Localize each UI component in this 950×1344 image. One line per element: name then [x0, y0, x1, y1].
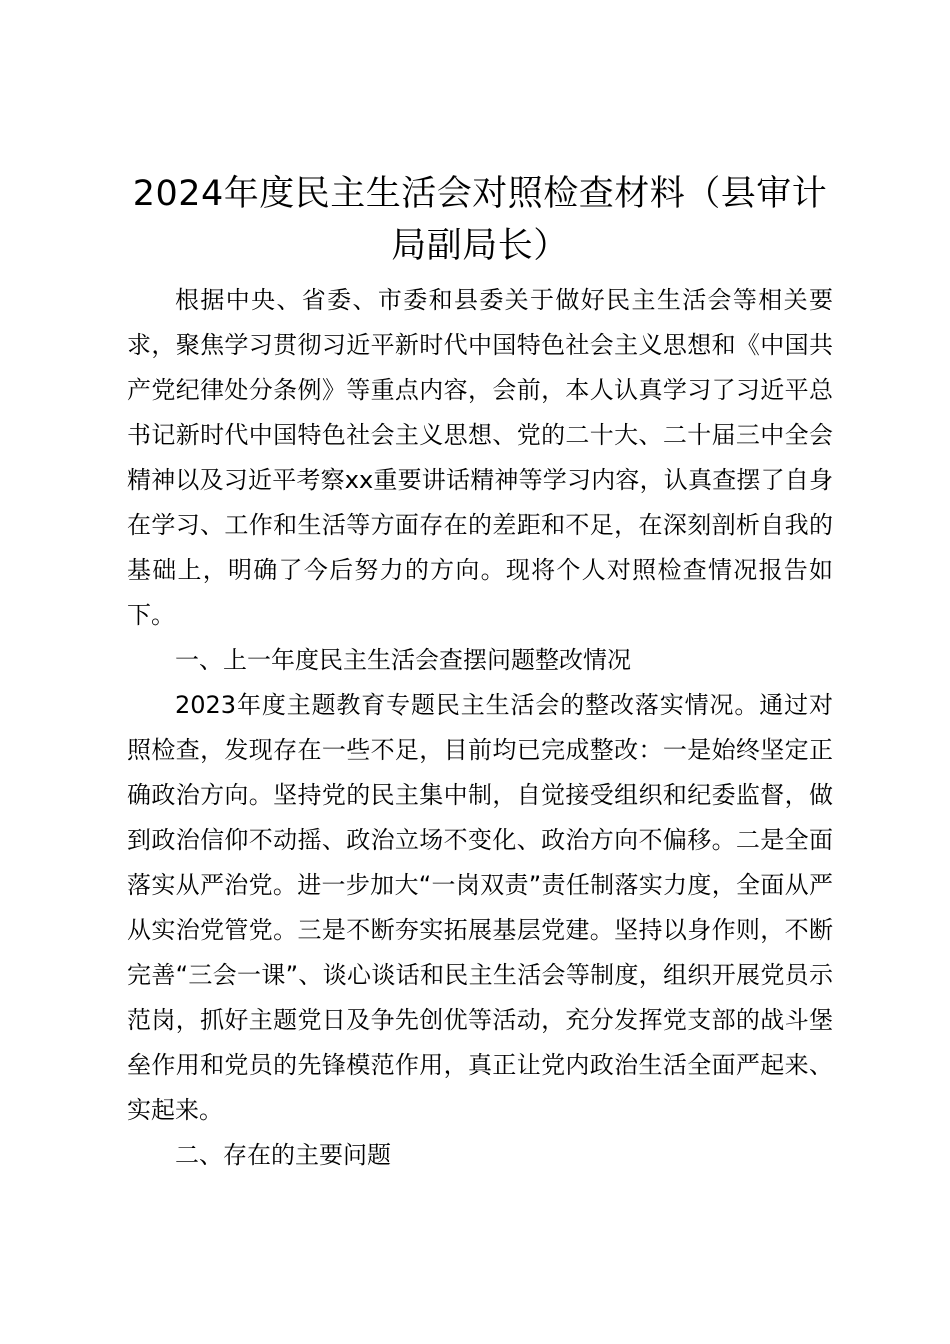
rectification-paragraph: 2023年度主题教育专题民主生活会的整改落实情况。通过对照检查，发现存在一些不足，目前均已完成整改：一是始终坚定正确政治方向。坚持党的民主集中制，自觉接受组织和纪委监督，做到政治信仰不动摇、政治立场不变化、政治方向不偏移。二是全面落实从严治党。进一步加大“一岗双责”责任制落实力度，全面从严从实治党管党。三是不断夯实拓展基层党建。坚持以身作则，不断完善“三会一课”、谈心谈话和民主生活会等制度，组织开展党员示范岗，抓好主题党日及争先创优等活动，充分发挥党支部的战斗堡垒作用和党员的先锋模范作用，真正让党内政治生活全面严起来、实起来。: [127, 691, 833, 1124]
section-heading-2: 二、存在的主要问题: [175, 1141, 391, 1169]
document-title: 2024年度民主生活会对照检查材料（县审计局副局长）: [132, 174, 828, 266]
document-body: [127, 278, 833, 1178]
intro-paragraph: 根据中央、省委、市委和县委关于做好民主生活会等相关要求，聚焦学习贯彻习近平新时代中国特色社会主义思想和《中国共产党纪律处分条例》等重点内容，会前，本人认真学习了习近平总书记新时代中国特色社会主义思想、党的二十大、二十届三中全会精神以及习近平考察xx重要讲话精神等学习内容，认真查摆了自身在学习、工作和生活等方面存在的差距和不足，在深刻剖析自我的基础上，明确了今后努力的方向。现将个人对照检查情况报告如下。: [127, 286, 833, 629]
section-heading-1: 一、上一年度民主生活会查摆问题整改情况: [175, 646, 631, 674]
